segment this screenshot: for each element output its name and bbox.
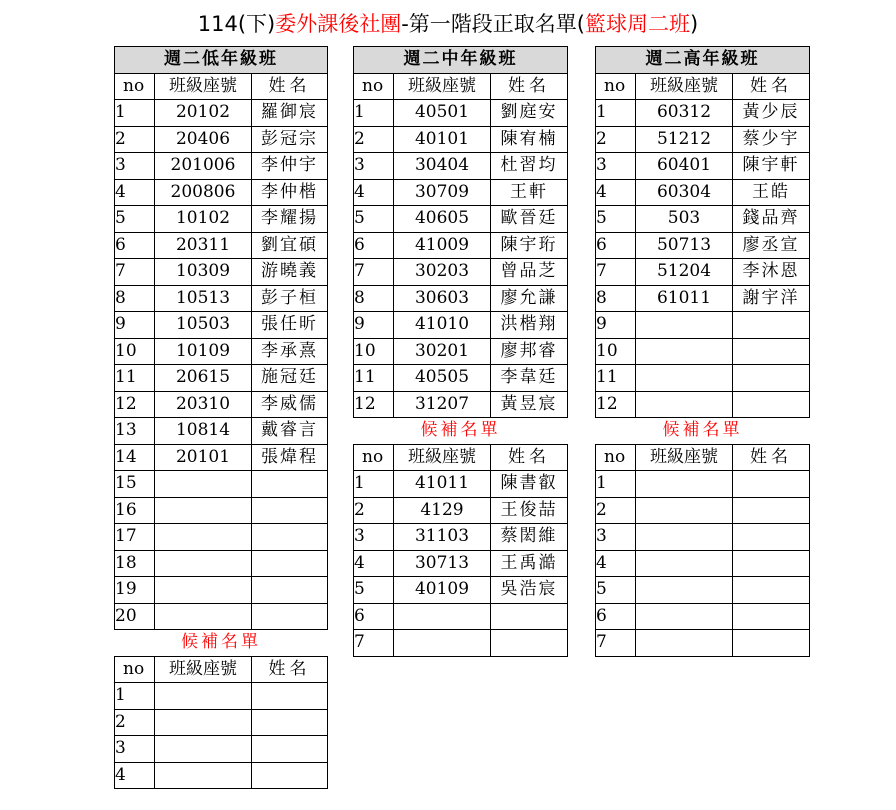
- row-number: 5: [115, 206, 155, 233]
- waitlist-column-header-row: [115, 656, 328, 683]
- row-number: 9: [354, 312, 394, 339]
- class-seat-number: [394, 630, 491, 657]
- row-number: 10: [115, 338, 155, 365]
- class-seat-number: [636, 338, 733, 365]
- waitlist-row: [354, 550, 568, 577]
- table-row: [354, 153, 568, 180]
- waitlist-row: [115, 709, 328, 736]
- class-seat-number: 10503: [155, 312, 252, 339]
- class-seat-number: [155, 603, 252, 630]
- table-row: [115, 338, 328, 365]
- table-row: [596, 232, 810, 259]
- waitlist-column-header-row: [354, 444, 568, 471]
- student-name: 廖丞宣: [733, 232, 810, 259]
- row-number: 5: [596, 206, 636, 233]
- student-name: 戴睿言: [252, 418, 328, 445]
- student-name: 李耀揚: [252, 206, 328, 233]
- column-header-no: no: [354, 444, 394, 471]
- row-number: 4: [354, 550, 394, 577]
- class-seat-number: 10102: [155, 206, 252, 233]
- class-seat-number: [155, 524, 252, 551]
- class-seat-number: 20406: [155, 126, 252, 153]
- student-name: 王軒: [491, 179, 568, 206]
- student-name: 杜習均: [491, 153, 568, 180]
- row-number: 3: [596, 524, 636, 551]
- class-seat-number: 60312: [636, 100, 733, 127]
- table-row: [115, 153, 328, 180]
- class-seat-number: 41011: [394, 471, 491, 498]
- student-name: 錢品齊: [733, 206, 810, 233]
- student-name: 李承熹: [252, 338, 328, 365]
- main-column-header-row: [115, 73, 328, 100]
- section-header: 週二高年級班: [596, 47, 810, 74]
- class-seat-number: 30709: [394, 179, 491, 206]
- table-row: [354, 259, 568, 286]
- class-seat-number: [636, 603, 733, 630]
- table-row: [354, 285, 568, 312]
- class-seat-number: 40101: [394, 126, 491, 153]
- student-name: [733, 550, 810, 577]
- class-seat-number: [155, 709, 252, 736]
- class-seat-number: [636, 630, 733, 657]
- title-prefix: 114(下): [197, 12, 276, 36]
- table-row: [354, 126, 568, 153]
- class-seat-number: 10814: [155, 418, 252, 445]
- row-number: 1: [115, 100, 155, 127]
- class-seat-number: [394, 603, 491, 630]
- row-number: 7: [354, 630, 394, 657]
- student-name: 陳宇軒: [733, 153, 810, 180]
- class-seat-number: [636, 550, 733, 577]
- row-number: 10: [596, 338, 636, 365]
- row-number: 3: [596, 153, 636, 180]
- table-row: [115, 577, 328, 604]
- class-seat-number: 30713: [394, 550, 491, 577]
- class-seat-number: 20101: [155, 444, 252, 471]
- table-row: [596, 312, 810, 339]
- class-seat-number: 51204: [636, 259, 733, 286]
- row-number: 5: [354, 577, 394, 604]
- student-name: [252, 550, 328, 577]
- row-number: 3: [354, 153, 394, 180]
- student-name: [733, 391, 810, 418]
- row-number: 7: [115, 259, 155, 286]
- row-number: 9: [596, 312, 636, 339]
- column-header-name: 姓名: [733, 73, 810, 100]
- row-number: 5: [354, 206, 394, 233]
- row-number: 11: [596, 365, 636, 392]
- row-number: 2: [596, 497, 636, 524]
- table-row: [596, 365, 810, 392]
- student-name: 黃少辰: [733, 100, 810, 127]
- row-number: 2: [115, 126, 155, 153]
- table-row: [354, 365, 568, 392]
- column-header-no: no: [115, 73, 155, 100]
- student-name: 李韋廷: [491, 365, 568, 392]
- student-name: 李威儒: [252, 391, 328, 418]
- column-header-name: 姓名: [491, 73, 568, 100]
- class-seat-number: 40505: [394, 365, 491, 392]
- row-number: 8: [354, 285, 394, 312]
- column-header-class-seat: 班級座號: [394, 444, 491, 471]
- student-name: 廖允謙: [491, 285, 568, 312]
- student-name: 劉庭安: [491, 100, 568, 127]
- table-row: [596, 126, 810, 153]
- class-seat-number: [155, 577, 252, 604]
- row-number: 4: [596, 550, 636, 577]
- row-number: 11: [354, 365, 394, 392]
- row-number: 6: [354, 232, 394, 259]
- student-name: [733, 497, 810, 524]
- class-seat-number: 40501: [394, 100, 491, 127]
- student-name: 王皓: [733, 179, 810, 206]
- table-high-grade: [595, 46, 810, 657]
- waitlist-row: [354, 630, 568, 657]
- student-name: [252, 497, 328, 524]
- row-number: 9: [115, 312, 155, 339]
- row-number: 6: [354, 603, 394, 630]
- table-row: [354, 312, 568, 339]
- student-name: 張任昕: [252, 312, 328, 339]
- class-seat-number: [636, 312, 733, 339]
- class-seat-number: 201006: [155, 153, 252, 180]
- student-name: 游曉義: [252, 259, 328, 286]
- table-row: [354, 391, 568, 418]
- student-name: 洪楷翔: [491, 312, 568, 339]
- class-seat-number: [636, 391, 733, 418]
- waitlist-label-row: [115, 630, 328, 657]
- row-number: 1: [354, 100, 394, 127]
- row-number: 6: [596, 232, 636, 259]
- table-row: [596, 206, 810, 233]
- column-header-no: no: [596, 73, 636, 100]
- class-seat-number: 20615: [155, 365, 252, 392]
- class-seat-number: 40109: [394, 577, 491, 604]
- row-number: 7: [596, 259, 636, 286]
- row-number: 3: [115, 736, 155, 763]
- waitlist-row: [115, 683, 328, 710]
- student-name: 蔡少宇: [733, 126, 810, 153]
- student-name: [491, 603, 568, 630]
- student-name: [252, 683, 328, 710]
- class-seat-number: 10109: [155, 338, 252, 365]
- row-number: 1: [354, 471, 394, 498]
- class-seat-number: 31103: [394, 524, 491, 551]
- class-seat-number: 4129: [394, 497, 491, 524]
- column-header-name: 姓名: [252, 656, 328, 683]
- table-row: [596, 391, 810, 418]
- table-row: [115, 524, 328, 551]
- column-header-class-seat: 班級座號: [636, 444, 733, 471]
- student-name: [733, 630, 810, 657]
- waitlist-label: 候補名單: [420, 420, 501, 441]
- student-name: 李沐恩: [733, 259, 810, 286]
- student-name: 彭子桓: [252, 285, 328, 312]
- table-row: [115, 550, 328, 577]
- row-number: 4: [354, 179, 394, 206]
- main-column-header-row: [354, 73, 568, 100]
- waitlist-row: [596, 630, 810, 657]
- waitlist-row: [354, 524, 568, 551]
- student-name: 王禹澔: [491, 550, 568, 577]
- waitlist-row: [596, 577, 810, 604]
- row-number: 3: [354, 524, 394, 551]
- class-seat-number: 51212: [636, 126, 733, 153]
- class-seat-number: 20311: [155, 232, 252, 259]
- row-number: 8: [596, 285, 636, 312]
- waitlist-label: 候補名單: [662, 420, 743, 441]
- table-row: [115, 391, 328, 418]
- waitlist-column-header-row: [596, 444, 810, 471]
- class-seat-number: [155, 497, 252, 524]
- waitlist-row: [115, 736, 328, 763]
- table-row: [354, 100, 568, 127]
- class-seat-number: 30201: [394, 338, 491, 365]
- row-number: 3: [115, 153, 155, 180]
- class-seat-number: [636, 577, 733, 604]
- table-row: [115, 179, 328, 206]
- class-seat-number: [155, 762, 252, 789]
- row-number: 18: [115, 550, 155, 577]
- table-row: [596, 100, 810, 127]
- class-seat-number: [636, 365, 733, 392]
- row-number: 17: [115, 524, 155, 551]
- section-header: 週二低年級班: [115, 47, 328, 74]
- class-seat-number: 20310: [155, 391, 252, 418]
- row-number: 10: [354, 338, 394, 365]
- table-row: [115, 312, 328, 339]
- table-mid-grade: [353, 46, 568, 657]
- table-row: [115, 126, 328, 153]
- row-number: 2: [115, 709, 155, 736]
- column-header-class-seat: 班級座號: [155, 73, 252, 100]
- class-seat-number: [636, 471, 733, 498]
- student-name: 張煒程: [252, 444, 328, 471]
- page-title: [0, 8, 896, 38]
- student-name: 陳書叡: [491, 471, 568, 498]
- student-name: [733, 312, 810, 339]
- table-row: [115, 100, 328, 127]
- table-row: [354, 338, 568, 365]
- class-seat-number: 503: [636, 206, 733, 233]
- waitlist-label-row: [596, 418, 810, 445]
- column-header-no: no: [354, 73, 394, 100]
- row-number: 19: [115, 577, 155, 604]
- student-name: [733, 577, 810, 604]
- class-seat-number: 61011: [636, 285, 733, 312]
- table-row: [115, 471, 328, 498]
- table-low-grade: [114, 46, 328, 789]
- waitlist-row: [596, 471, 810, 498]
- row-number: 15: [115, 471, 155, 498]
- student-name: 李仲宇: [252, 153, 328, 180]
- table-row: [115, 365, 328, 392]
- column-header-name: 姓名: [733, 444, 810, 471]
- row-number: 4: [115, 762, 155, 789]
- student-name: 曾品芝: [491, 259, 568, 286]
- class-seat-number: [636, 497, 733, 524]
- waitlist-row: [596, 550, 810, 577]
- student-name: [252, 709, 328, 736]
- table-row: [115, 497, 328, 524]
- student-name: 彭冠宗: [252, 126, 328, 153]
- row-number: 7: [596, 630, 636, 657]
- class-seat-number: 10309: [155, 259, 252, 286]
- waitlist-label: 候補名單: [181, 632, 261, 653]
- table-row: [115, 285, 328, 312]
- section-header-row: [354, 47, 568, 74]
- row-number: 1: [596, 471, 636, 498]
- student-name: [733, 524, 810, 551]
- class-seat-number: 60304: [636, 179, 733, 206]
- column-header-no: no: [596, 444, 636, 471]
- row-number: 14: [115, 444, 155, 471]
- class-seat-number: 41010: [394, 312, 491, 339]
- class-seat-number: 10513: [155, 285, 252, 312]
- row-number: 7: [354, 259, 394, 286]
- row-number: 12: [596, 391, 636, 418]
- column-header-class-seat: 班級座號: [636, 73, 733, 100]
- row-number: 2: [354, 126, 394, 153]
- class-seat-number: [155, 683, 252, 710]
- column-header-name: 姓名: [491, 444, 568, 471]
- class-seat-number: 30203: [394, 259, 491, 286]
- section-header: 週二中年級班: [354, 47, 568, 74]
- class-seat-number: 41009: [394, 232, 491, 259]
- class-seat-number: [155, 471, 252, 498]
- class-seat-number: 30404: [394, 153, 491, 180]
- title-class: 籃球周二班: [585, 12, 691, 36]
- waitlist-label-row: [354, 418, 568, 445]
- waitlist-row: [115, 762, 328, 789]
- student-name: [733, 471, 810, 498]
- class-seat-number: 200806: [155, 179, 252, 206]
- student-name: 吳浩宸: [491, 577, 568, 604]
- table-row: [596, 285, 810, 312]
- waitlist-row: [596, 497, 810, 524]
- main-column-header-row: [596, 73, 810, 100]
- title-middle: -第一階段正取名單(: [401, 12, 586, 36]
- table-row: [115, 232, 328, 259]
- row-number: 6: [596, 603, 636, 630]
- table-row: [596, 259, 810, 286]
- waitlist-row: [596, 524, 810, 551]
- student-name: [733, 603, 810, 630]
- student-name: [252, 471, 328, 498]
- title-suffix: ): [690, 12, 699, 36]
- class-seat-number: 30603: [394, 285, 491, 312]
- class-seat-number: [155, 550, 252, 577]
- row-number: 1: [115, 683, 155, 710]
- waitlist-row: [354, 497, 568, 524]
- column-header-class-seat: 班級座號: [155, 656, 252, 683]
- class-seat-number: 40605: [394, 206, 491, 233]
- column-header-class-seat: 班級座號: [394, 73, 491, 100]
- section-header-row: [115, 47, 328, 74]
- student-name: 李仲楷: [252, 179, 328, 206]
- student-name: 羅御宸: [252, 100, 328, 127]
- student-name: [252, 524, 328, 551]
- table-row: [354, 206, 568, 233]
- class-seat-number: 31207: [394, 391, 491, 418]
- row-number: 4: [115, 179, 155, 206]
- student-name: [733, 365, 810, 392]
- column-header-name: 姓名: [252, 73, 328, 100]
- student-name: [491, 630, 568, 657]
- student-name: [252, 762, 328, 789]
- row-number: 1: [596, 100, 636, 127]
- table-row: [115, 444, 328, 471]
- waitlist-row: [354, 577, 568, 604]
- class-seat-number: [155, 736, 252, 763]
- student-name: 蔡閎維: [491, 524, 568, 551]
- section-header-row: [596, 47, 810, 74]
- row-number: 12: [354, 391, 394, 418]
- row-number: 2: [354, 497, 394, 524]
- student-name: 王俊喆: [491, 497, 568, 524]
- row-number: 13: [115, 418, 155, 445]
- student-name: [252, 603, 328, 630]
- row-number: 4: [596, 179, 636, 206]
- row-number: 11: [115, 365, 155, 392]
- row-number: 16: [115, 497, 155, 524]
- student-name: 施冠廷: [252, 365, 328, 392]
- table-row: [596, 179, 810, 206]
- title-club: 委外課後社團: [275, 12, 402, 36]
- waitlist-row: [354, 603, 568, 630]
- class-seat-number: 50713: [636, 232, 733, 259]
- student-name: 劉宜碩: [252, 232, 328, 259]
- table-row: [354, 179, 568, 206]
- table-row: [115, 603, 328, 630]
- row-number: 6: [115, 232, 155, 259]
- student-name: [252, 736, 328, 763]
- waitlist-row: [354, 471, 568, 498]
- student-name: 謝宇洋: [733, 285, 810, 312]
- student-name: 陳宇珩: [491, 232, 568, 259]
- row-number: 5: [596, 577, 636, 604]
- student-name: [252, 577, 328, 604]
- table-row: [596, 153, 810, 180]
- student-name: 黃昱宸: [491, 391, 568, 418]
- class-seat-number: [636, 524, 733, 551]
- student-name: 歐晉廷: [491, 206, 568, 233]
- table-row: [596, 338, 810, 365]
- row-number: 20: [115, 603, 155, 630]
- table-row: [115, 418, 328, 445]
- student-name: 廖邦睿: [491, 338, 568, 365]
- class-seat-number: 60401: [636, 153, 733, 180]
- waitlist-row: [596, 603, 810, 630]
- student-name: [733, 338, 810, 365]
- row-number: 2: [596, 126, 636, 153]
- student-name: 陳宥楠: [491, 126, 568, 153]
- table-row: [115, 259, 328, 286]
- row-number: 12: [115, 391, 155, 418]
- column-header-no: no: [115, 656, 155, 683]
- table-row: [115, 206, 328, 233]
- class-seat-number: 20102: [155, 100, 252, 127]
- table-row: [354, 232, 568, 259]
- row-number: 8: [115, 285, 155, 312]
